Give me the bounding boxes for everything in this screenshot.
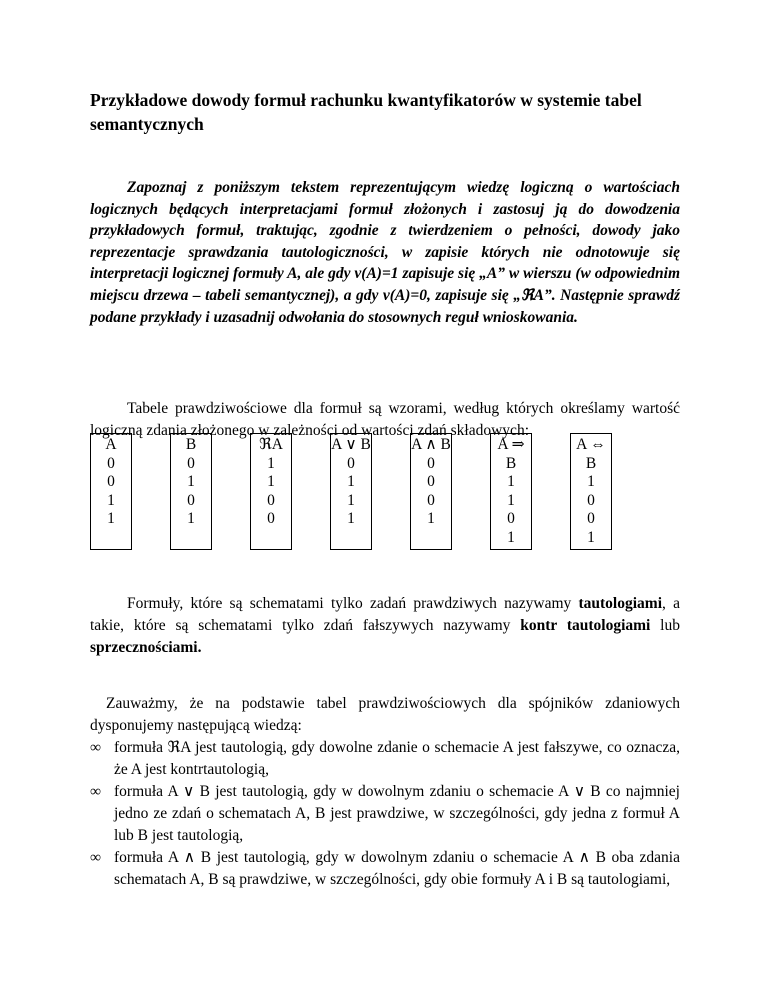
infinity-bullet-icon: ∞ xyxy=(90,739,102,756)
table-intro-paragraph: Tabele prawdziwościowe dla formuł są wzorami, według których określamy wartość logiczną zdania złożonego w zależności od wartości zdań składowych: xyxy=(90,400,680,439)
truth-value: 0 xyxy=(427,454,435,472)
truth-value: 1 xyxy=(507,528,515,546)
truth-value: 1 xyxy=(187,510,195,527)
column-header: B xyxy=(185,436,197,453)
definition-paragraph xyxy=(90,593,680,659)
table-gap xyxy=(372,434,411,550)
infinity-bullet-icon: ∞ xyxy=(90,783,102,800)
table-gap xyxy=(292,434,331,550)
definition-text-3: lub xyxy=(650,617,680,634)
truth-column xyxy=(571,434,612,550)
truth-value: 0 xyxy=(107,454,115,472)
term-kontr-tautologie: kontr tautologiami xyxy=(520,617,651,634)
truth-value: 0 xyxy=(587,510,595,527)
table-gap xyxy=(132,434,171,550)
truth-value: 1 xyxy=(107,510,115,527)
truth-column xyxy=(491,434,532,550)
truth-value: 0 xyxy=(267,491,275,509)
column-header: A ∧ B xyxy=(411,436,451,453)
truth-column xyxy=(171,434,212,550)
truth-value: 1 xyxy=(347,491,355,509)
infinity-bullet-icon: ∞ xyxy=(90,849,102,866)
truth-value: 1 xyxy=(267,454,275,472)
column-header: A ∨ B xyxy=(331,436,371,453)
truth-column xyxy=(411,434,452,550)
truth-value: 0 xyxy=(507,510,515,527)
truth-value: 1 xyxy=(347,473,355,490)
definition-text-1: Formuły, które są schematami tylko zadań prawdziwych nazywamy xyxy=(127,595,579,612)
truth-table xyxy=(90,433,612,550)
truth-value: 1 xyxy=(107,491,115,509)
knowledge-list-item xyxy=(90,847,680,891)
truth-value: 0 xyxy=(347,454,355,472)
truth-value: 0 xyxy=(267,510,275,527)
truth-column xyxy=(331,434,372,550)
column-header: A xyxy=(105,436,117,453)
knowledge-list-item xyxy=(90,737,680,781)
truth-value: 0 xyxy=(587,491,595,509)
table-gap xyxy=(212,434,251,550)
truth-value: 1 xyxy=(347,510,355,527)
truth-value: 0 xyxy=(427,491,435,509)
truth-value: 1 xyxy=(427,510,435,527)
page-title: Przykładowe dowody formuł rachunku kwantyfikatorów w systemie tabel semantycznych xyxy=(90,90,642,134)
truth-value: 1 xyxy=(507,491,515,509)
term-sprzecznosci: sprzecznościami. xyxy=(90,639,202,656)
column-header: A ⇒ B xyxy=(497,436,525,472)
truth-table-row xyxy=(91,434,612,550)
truth-column xyxy=(251,434,292,550)
column-header: ℜA xyxy=(259,436,283,453)
truth-value: 1 xyxy=(587,528,595,546)
truth-column xyxy=(91,434,132,550)
knowledge-list-item xyxy=(90,781,680,847)
table-gap xyxy=(532,434,571,550)
truth-value: 0 xyxy=(107,473,115,490)
definition-text-2: , a takie, które są schematami tylko zdań fałszywych nazywamy xyxy=(90,595,680,634)
truth-value: 0 xyxy=(187,454,195,472)
truth-value: 1 xyxy=(507,473,515,490)
list-item-text: formuła A ∧ B jest tautologią, gdy w dowolnym zdaniu o schemacie A ∧ B oba zdania schematach A, B są prawdziwe, w szczególności, gdy obie formuły A i B są tautologiami, xyxy=(114,849,680,888)
term-tautologie: tautologiami xyxy=(578,595,663,612)
truth-value: 1 xyxy=(267,473,275,490)
knowledge-intro-paragraph: Zauważmy, że na podstawie tabel prawdziwościowych dla spójników zdaniowych dysponujemy następującą wiedzą: xyxy=(90,695,680,734)
list-item-text: formuła ℜA jest tautologią, gdy dowolne zdanie o schemacie A jest fałszywe, co oznacza, że A jest kontrtautologią, xyxy=(114,739,680,778)
list-item-text: formuła A ∨ B jest tautologią, gdy w dowolnym zdaniu o schemacie A ∨ B co najmniej jedno ze zdań o schematach A, B jest prawdziwe, w szczególności, gdy jedna z formuł A lub B jest tautologią, xyxy=(114,783,680,844)
table-gap xyxy=(452,434,491,550)
truth-value: 0 xyxy=(427,473,435,490)
truth-value: 1 xyxy=(187,473,195,490)
knowledge-list xyxy=(90,737,680,891)
column-header: A ⇔ B xyxy=(576,436,606,472)
truth-value: 1 xyxy=(587,473,595,490)
truth-value: 0 xyxy=(187,491,195,509)
intro-paragraph: Zapoznaj z poniższym tekstem reprezentującym wiedzę logiczną o wartościach logicznych będących interpretacjami formuł złożonych i zastosuj ją do dowodzenia przykładowych formuł, traktując, zgodnie z twierdzeniem o pełności, dowody jako reprezentacje sprawdzania tautologiczności, w zapisie których nie odnotowuje się interpretacji logicznej formuły A, ale gdy v(A)=1 zapisuje się „A” w wierszu (w odpowiednim miejscu drzewa – tabeli semantycznej), a gdy v(A)=0, zapisuje się „ℜA”. Następnie sprawdź podane przykłady i uzasadnij odwołania do stosownych reguł wnioskowania. xyxy=(90,179,680,326)
